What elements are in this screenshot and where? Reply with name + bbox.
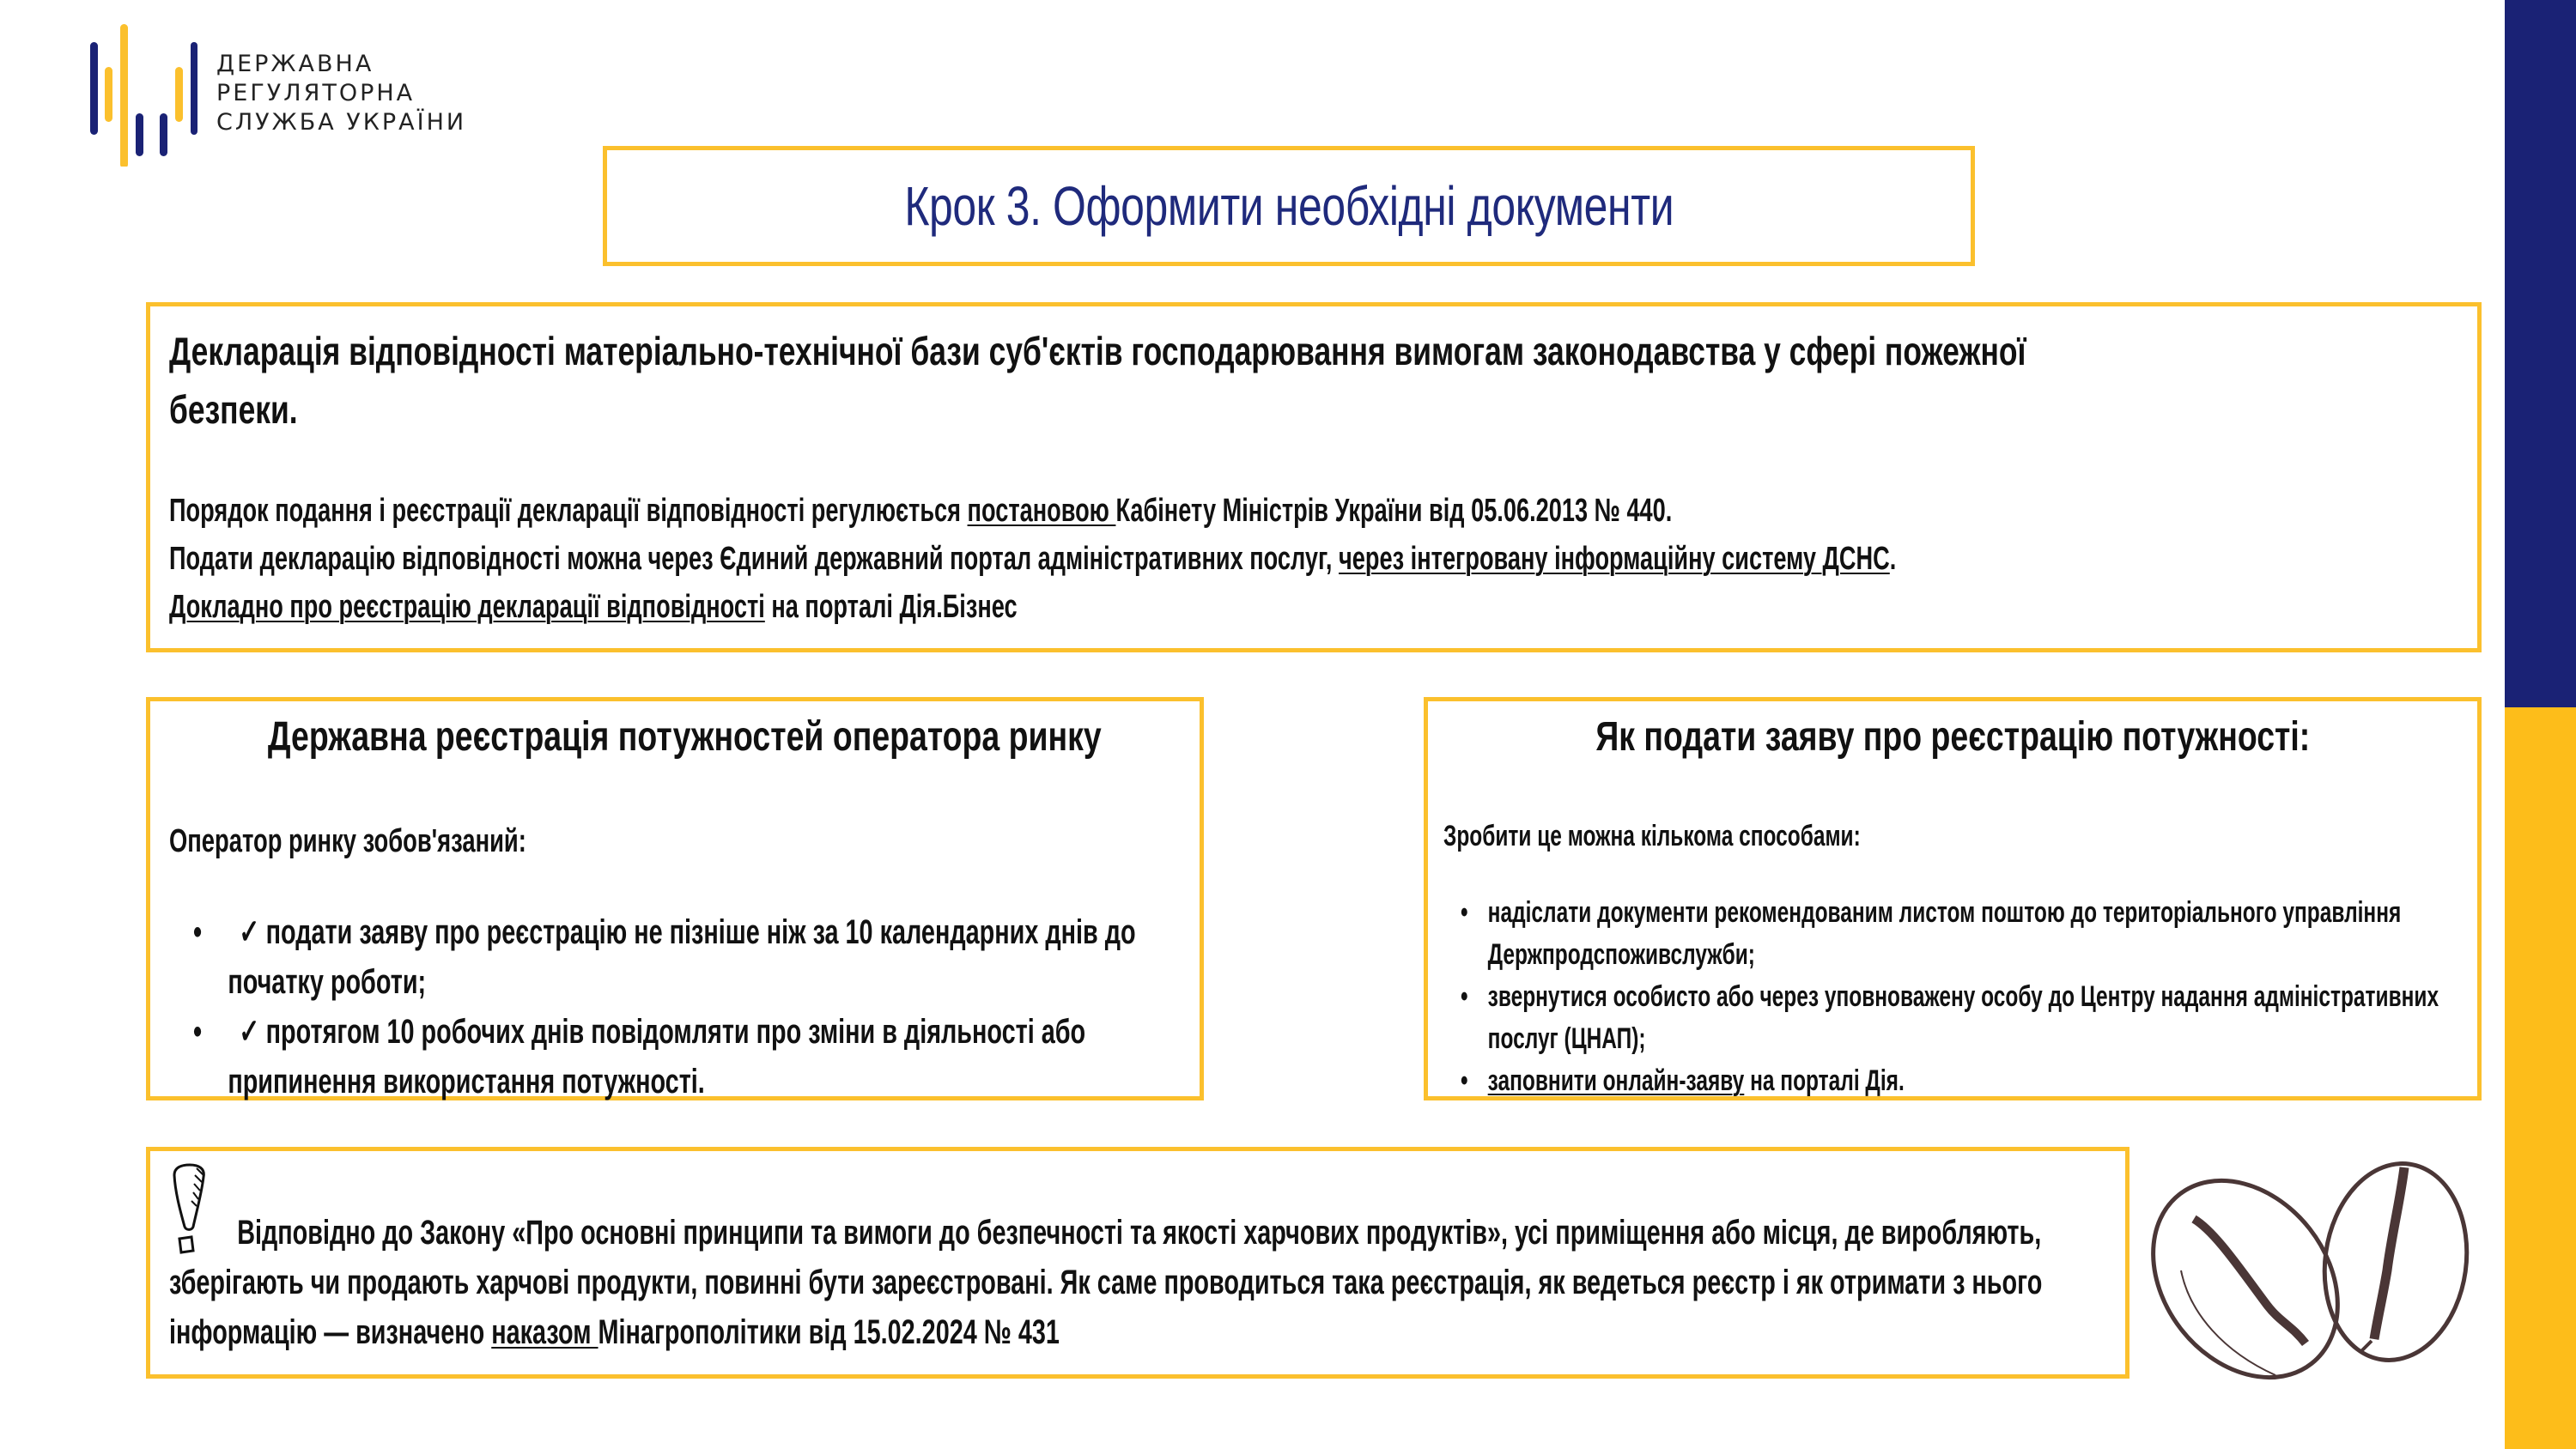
declaration-line-3-tail: на порталі Дія.Бізнес [764,589,1018,625]
order-link[interactable]: наказом [491,1313,598,1351]
list-item [193,1007,1225,1106]
list-item-text: подати заяву про реєстрацію не пізніше ніж за 10 календарних днів до початку роботи; [228,913,1136,1001]
law-note-panel [146,1147,2129,1379]
operator-heading-text: Державна реєстрація потужностей оператора ринку [267,714,1102,760]
logo [86,21,481,167]
operator-obligations-list [193,907,1225,1106]
dsns-system-link[interactable]: через інтегровану інформаційну систему ДСНС [1339,541,1890,577]
law-note-tail: Мінагрополітики від 15.02.2024 № 431 [598,1313,1060,1351]
how-to-heading-text: Як подати заяву про реєстрацію потужності: [1595,714,2310,760]
declaration-line-2-text: Подати декларацію відповідності можна через Єдиний державний портал адміністративних послуг, [169,541,1340,577]
declaration-line-1 [169,487,1673,535]
bullet-icon: • [193,913,203,951]
side-stripe-blue [2505,0,2576,707]
coffee-beans-icon [2147,1142,2490,1449]
list-item-text: протягом 10 робочих днів повідомляти про зміни в діяльності або припинення використання потужності. [228,1013,1086,1100]
list-item-tail: на порталі Дія. [1744,1064,1905,1097]
title-box [603,146,1975,266]
how-to-apply-panel [1424,697,2482,1100]
how-to-intro: Зробити це можна кількома способами: [1443,820,1861,852]
list-item [193,907,1225,1007]
online-application-link[interactable]: заповнити онлайн-заяву [1487,1064,1745,1097]
declaration-panel [146,302,2482,652]
logo-line-2: РЕГУЛЯТОРНА [216,80,416,106]
declaration-line-2 [169,535,1897,583]
logo-line-1: ДЕРЖАВНА [216,51,374,77]
how-to-methods-list [1461,892,2487,1102]
law-note-body: Відповідно до Закону «Про основні принципи та вимоги до безпечності та якості харчових продуктів», усі приміщення або місця, де виробляють, зберігають чи продають харчові продукти, повинні бути зареєстровані. Як саме проводиться така реєстрація, як ведеться реєстр і як отримати з нього інформацію — визначено [169,1214,2043,1351]
declaration-heading: Декларація відповідності матеріально-технічної бази суб'єктів господарювання вимогам законодавства у сфері пожежної безпеки. [169,329,2026,432]
bullet-icon: • [1461,896,1468,929]
logo-bars-icon [86,21,197,167]
list-item-text: надіслати документи рекомендованим листом поштою до територіального управління Держпродспоживслужби; [1487,896,2402,971]
declaration-line-1-text: Порядок подання і реєстрації декларації відповідності регулюється [169,493,968,529]
declaration-line-3 [169,583,1366,631]
list-item [1461,1060,2487,1102]
bullet-icon: • [1461,980,1468,1013]
check-icon: ✓ [239,913,260,951]
side-stripe-yellow [2505,707,2576,1449]
list-item [1461,892,2487,976]
logo-text [216,50,466,137]
operator-heading [150,713,1200,761]
declaration-body [169,487,1897,631]
check-icon: ✓ [239,1013,260,1051]
list-item-text: звернутися особисто або через уповноважену особу до Центру надання адміністративних послуг (ЦНАП); [1487,980,2439,1055]
bullet-icon: • [1461,1064,1468,1097]
operator-registration-panel [146,697,1204,1100]
logo-line-3: СЛУЖБА УКРАЇНИ [216,109,467,136]
how-to-heading [1428,713,2477,761]
list-item [1461,976,2487,1060]
resolution-link[interactable]: постановою [967,493,1116,529]
law-note-text [169,1208,2061,1357]
bullet-icon: • [193,1013,203,1051]
page-title: Крок 3. Оформити необхідні документи [904,175,1674,237]
operator-intro: Оператор ринку зобов'язаний: [169,823,526,859]
declaration-line-2-tail: . [1889,541,1897,577]
declaration-details-link[interactable]: Докладно про реєстрацію декларації відповідності [169,589,765,625]
declaration-line-1-tail: Кабінету Міністрів України від 05.06.2013 № 440. [1115,493,1673,529]
